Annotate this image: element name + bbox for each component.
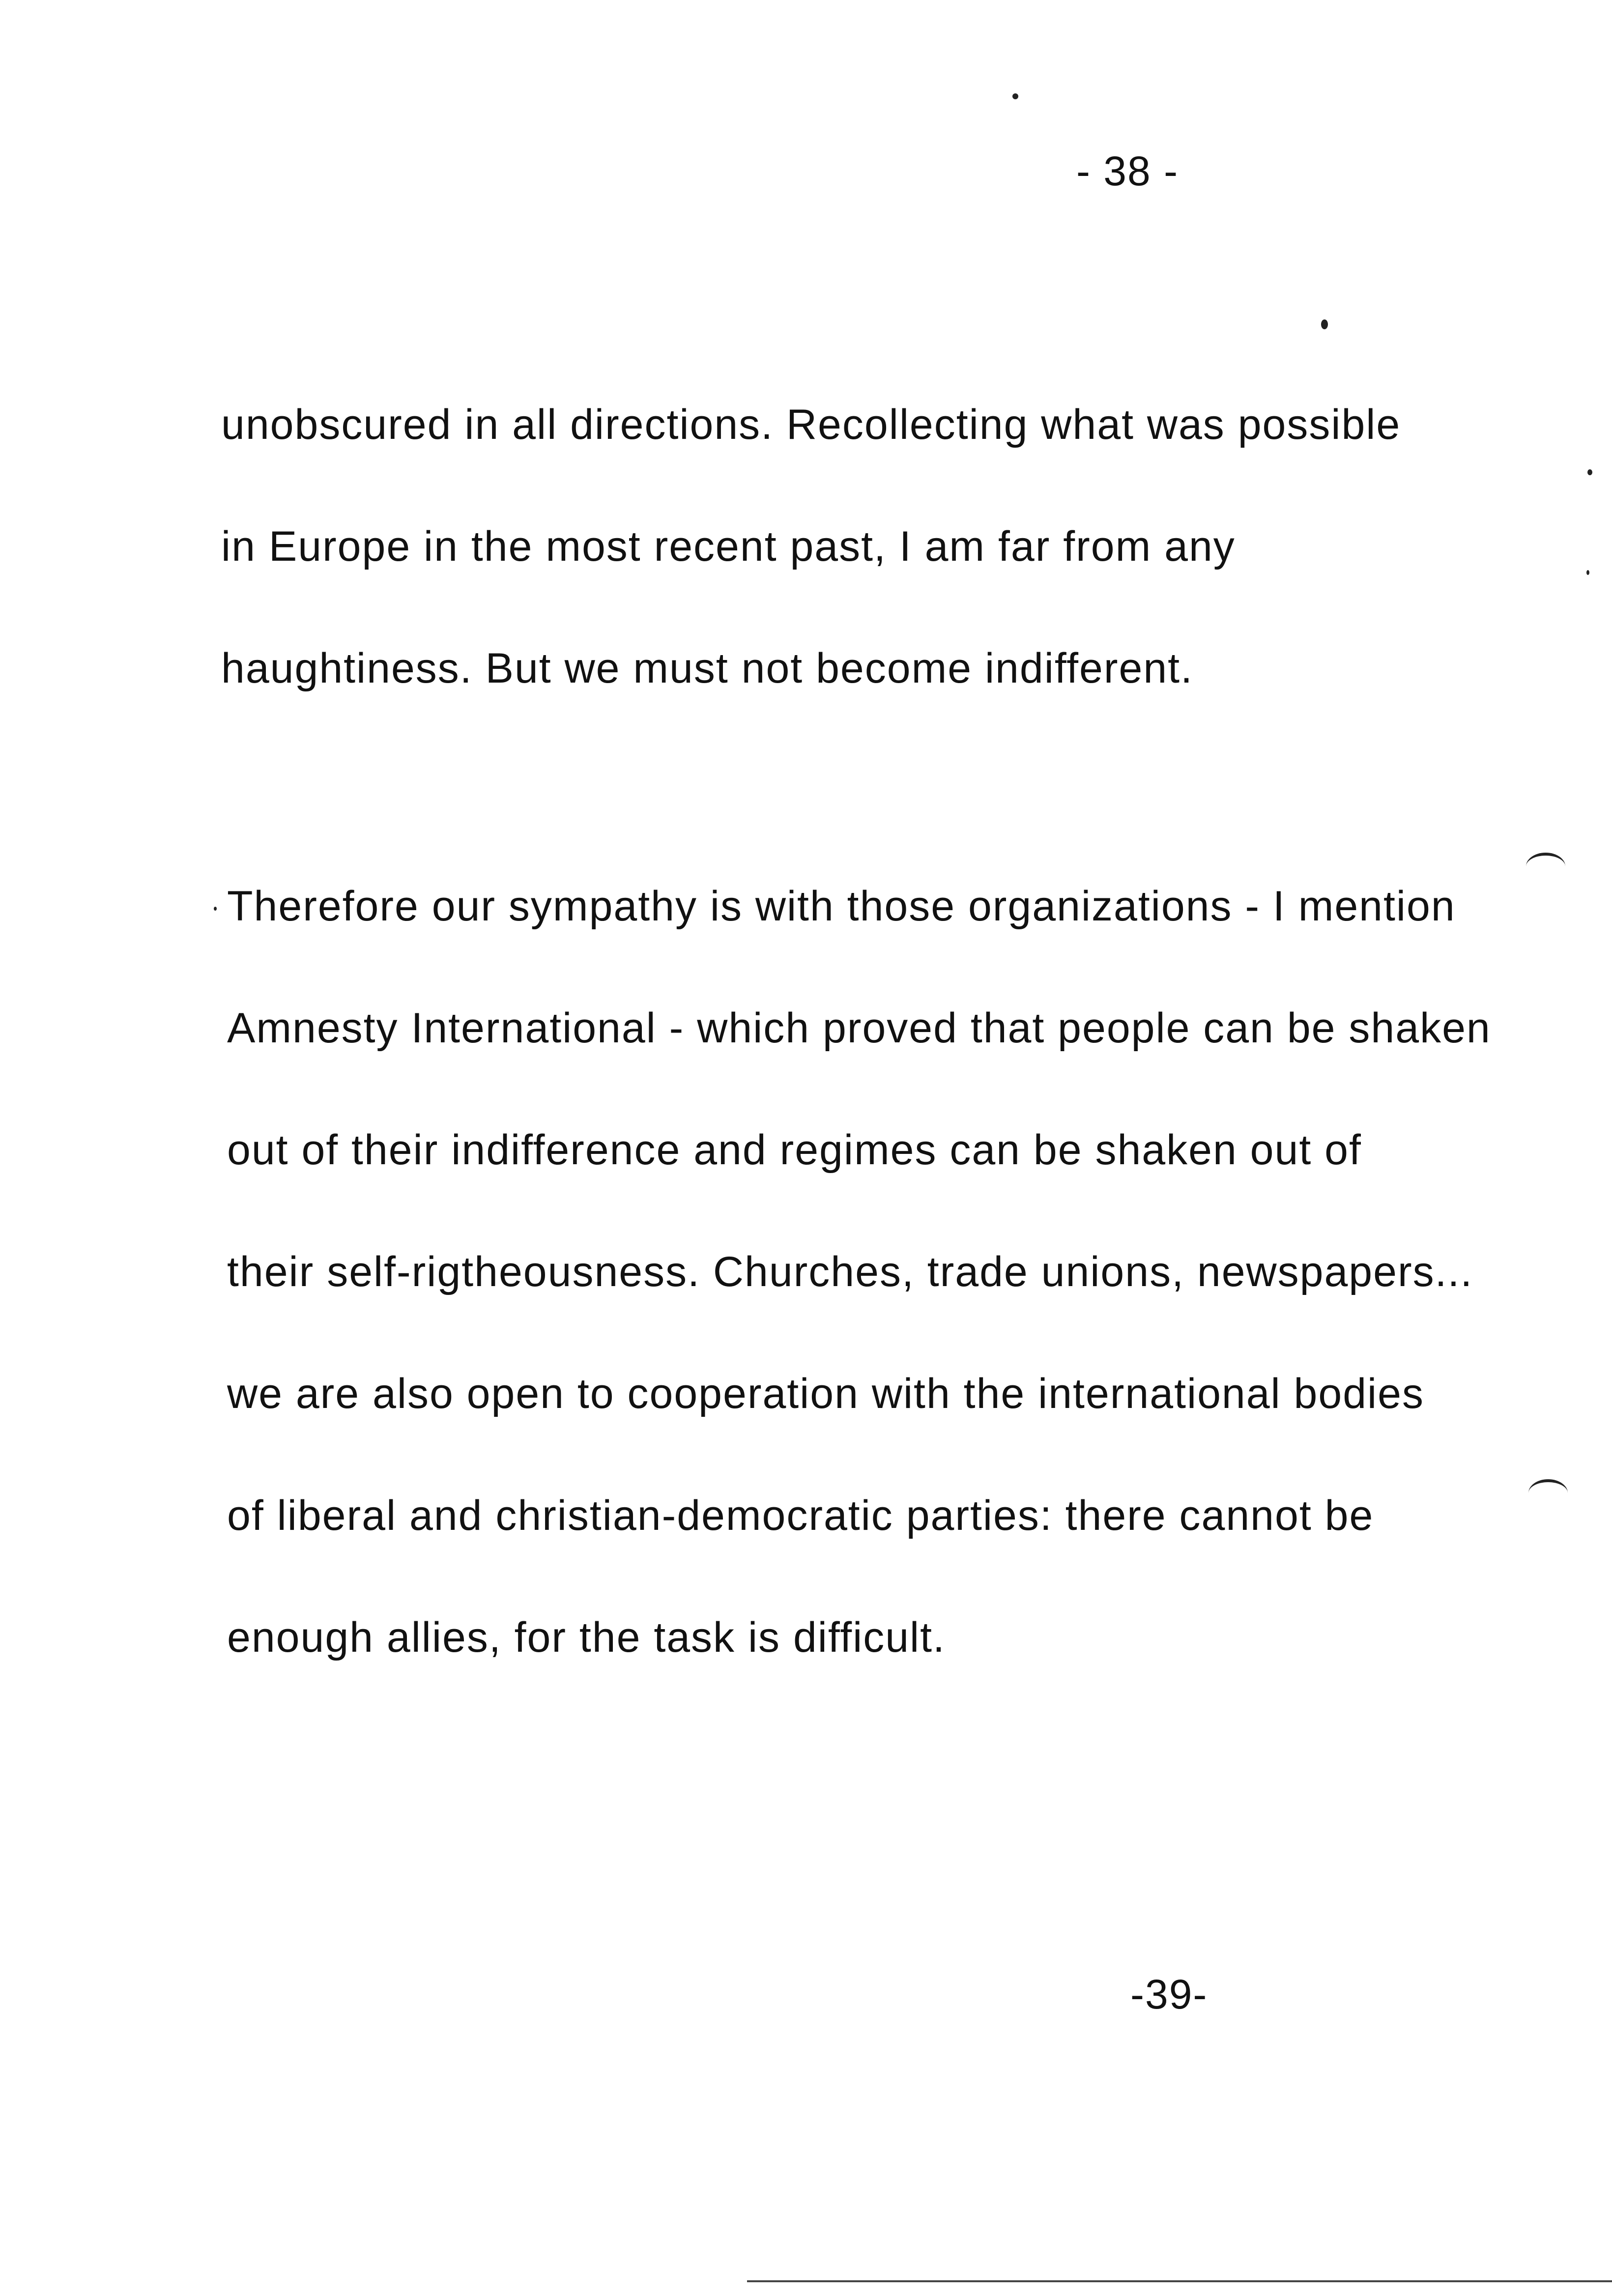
paragraph-2 bbox=[227, 845, 1491, 1698]
scan-speck bbox=[1586, 570, 1589, 575]
text-line: out of their indifference and regimes can be shaken out of bbox=[227, 1126, 1362, 1174]
paragraph-1 bbox=[221, 364, 1401, 729]
text-line: we are also open to cooperation with the international bodies bbox=[227, 1370, 1424, 1417]
text-line: unobscured in all directions. Recollecting what was possible bbox=[221, 401, 1401, 448]
text-line: of liberal and christian-democratic parties: there cannot be bbox=[227, 1492, 1374, 1539]
text-line: enough allies, for the task is difficult. bbox=[227, 1614, 946, 1661]
scan-edge-line bbox=[747, 2280, 1612, 2282]
scan-speck bbox=[1321, 319, 1328, 329]
text-line: haughtiness. But we must not become indifferent. bbox=[221, 645, 1193, 692]
scan-arc-mark bbox=[1528, 1479, 1568, 1507]
text-line: Therefore our sympathy is with those organizations - I mention bbox=[227, 883, 1456, 930]
text-line: Amnesty International - which proved that people can be shaken bbox=[227, 1004, 1491, 1052]
page-number-bottom: -39- bbox=[1130, 1971, 1208, 2017]
text-line: in Europe in the most recent past, I am far from any bbox=[221, 523, 1236, 570]
scan-speck bbox=[1012, 93, 1018, 99]
scan-speck bbox=[214, 907, 217, 911]
scan-speck bbox=[1587, 469, 1592, 475]
text-line: their self-rigtheousness. Churches, trade unions, newspapers... bbox=[227, 1248, 1473, 1295]
page-number-top: - 38 - bbox=[1076, 148, 1179, 194]
scan-arc-mark bbox=[1526, 853, 1565, 880]
